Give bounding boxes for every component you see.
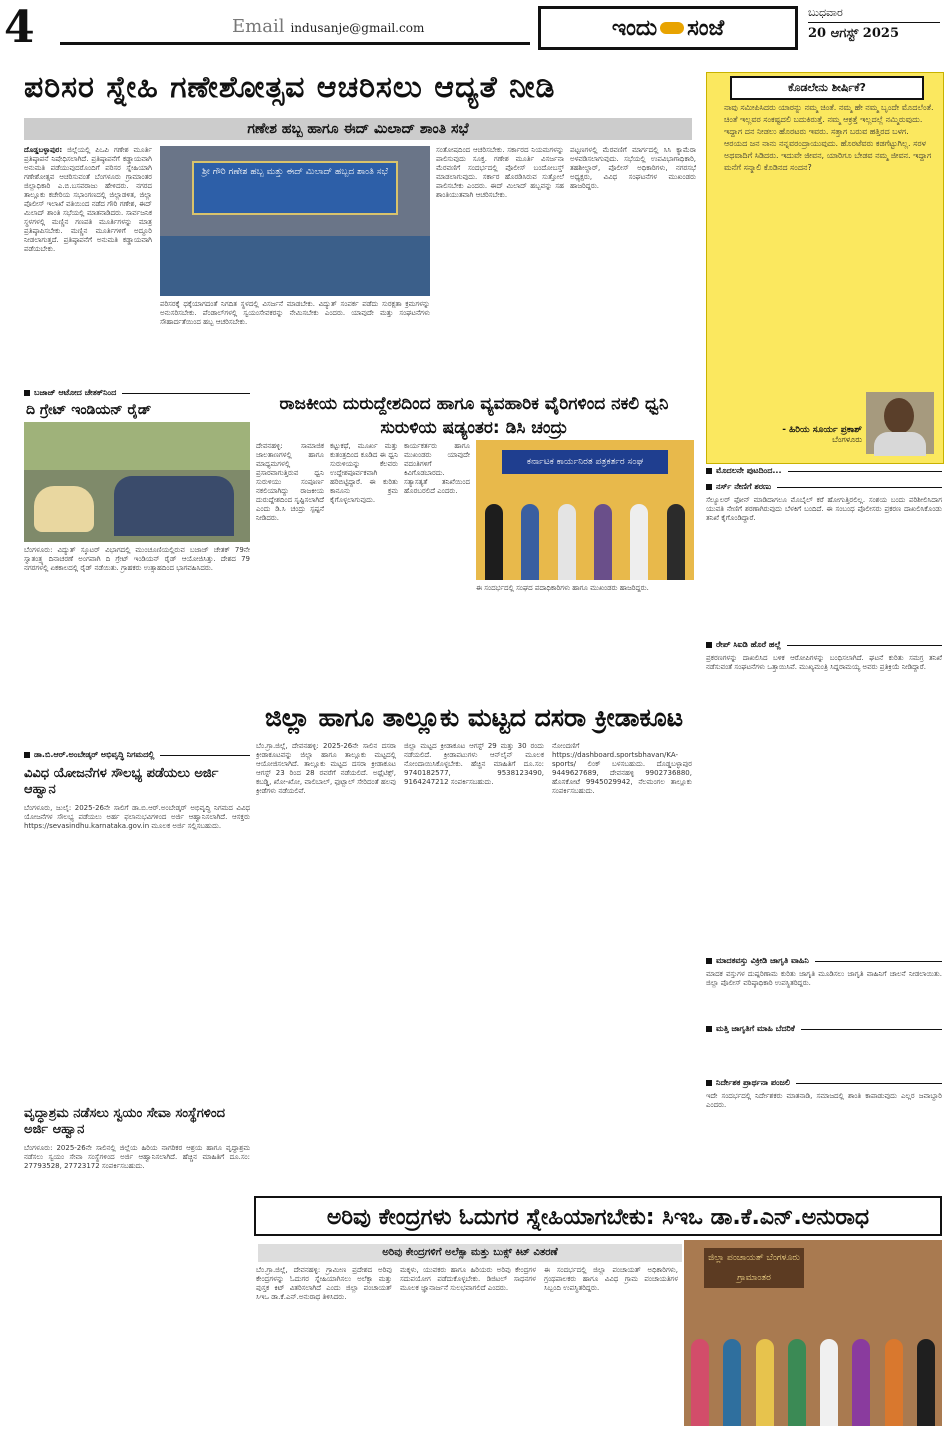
schemes-text: ಬೆಂಗಳೂರು, ಜುಲೈ: 2025-26ನೇ ಸಾಲಿಗೆ ಡಾ.ಬಿ.ಆರ್.ಅಂಬೇಡ್ಕರ್ ಅಭಿವೃದ್ಧಿ ನಿಗಮದ ವಿವಿಧ ಯೋಜನೆಗಳ ಸೌಲಭ್ಯ ಪಡೆಯಲು ಅರ್ಹ ಫಲಾನುಭವಿಗಳಿಂದ ಅರ್ಜಿ ಆಹ್ವಾನಿಸಲಾಗಿದೆ. ಆಸಕ್ತರು https://sevasindhu.karnataka.gov.in ಮೂಲಕ ಅರ್ಜಿ ಸಲ್ಲಿಸಬಹುದು. <box>24 804 250 830</box>
square-bullet-icon <box>706 958 712 964</box>
section-label-drugs <box>706 956 942 966</box>
masthead-right: ಸಂಜೆ <box>687 15 725 41</box>
sidebar-author-place: ಬೆಂಗಳೂರು <box>832 435 862 444</box>
politics-column-3: ಕಾರ್ಯಕರ್ತರು ಹಾಗೂ ಮುಖಂಡರು ಯಾವುದೇ ವದಂತಿಗಳಿಗೆ ಕಿವಿಗೊಡಬಾರದು. ಸತ್ಯಾಸತ್ಯತೆ ತನಿಖೆಯಿಂದ ಹೊರಬರಲಿದೆ ಎಂದರು. <box>404 442 470 495</box>
nurse-text: ಸೆಲ್ಯೂಲರ್ ಫೋನ್ ಮಾಡಿದಾಗಲೂ ಮೊಬೈಲ್ ಕರೆ ಹೋಗುತ್ತಿರಲಿಲ್ಲ. ಸಂಶಯ ಬಂದು ಪರಿಶೀಲಿಸಿದಾಗ ಯುವತಿ ನೇಣಿಗೆ ಶರಣಾಗಿರುವುದು ಬೆಳಕಿಗೆ ಬಂದಿದೆ. ಈ ಸಂಬಂಧ ಪೊಲೀಸರು ಪ್ರಕರಣ ದಾಖಲಿಸಿಕೊಂಡು ತನಿಖೆ ಕೈಗೊಂಡಿದ್ದಾರೆ. <box>706 496 942 522</box>
square-bullet-icon <box>24 752 30 758</box>
lead-dateline: ದೊಡ್ಡಬಳ್ಳಾಪುರ: <box>24 146 63 154</box>
section-label-text: ಬಜಾಜ್ ಆಟೋದ ಚೇತಕ್‌ನಿಂದ <box>34 388 117 397</box>
arivu-photo-people <box>684 1314 942 1426</box>
cid-text: ಪ್ರಕರಣಗಳನ್ನು ದಾಖಲಿಸಿದ ಬಳಿಕ ಆರೋಪಿಗಳನ್ನು ಬಂಧಿಸಲಾಗಿದೆ. ಘಟನೆ ಕುರಿತು ಸಮಗ್ರ ತನಿಖೆ ನಡೆಸುವಂತೆ ಸಂಘಟನೆಗಳು ಒತ್ತಾಯಿಸಿವೆ. ಮುಖ್ಯಮಂತ್ರಿ ಸಿದ್ದರಾಮಯ್ಯ ಅವರು ಪ್ರತಿಕ್ರಿಯೆ ನೀಡಿದ್ದಾರೆ. <box>706 654 942 671</box>
scooter-photo <box>24 422 250 542</box>
section-label-nurse <box>706 482 942 492</box>
masthead-logo-icon <box>660 22 684 34</box>
square-bullet-icon <box>24 390 30 396</box>
section-label-cid <box>706 640 942 650</box>
date-block <box>808 6 940 41</box>
arivu-headline: ಅರಿವು ಕೇಂದ್ರಗಳು ಓದುಗರ ಸ್ನೇಹಿಯಾಗಬೇಕು: ಸಿಇಒ ಡಾ.ಕೆ.ಎನ್.ಅನುರಾಧ <box>254 1196 942 1236</box>
oldage-text: ಬೆಂಗಳೂರು: 2025-26ನೇ ಸಾಲಿನಲ್ಲಿ ಜಿಲ್ಲೆಯ ಹಿರಿಯ ನಾಗರಿಕರ ಆಶ್ರಯ ಹಾಗೂ ವೃದ್ಧಾಶ್ರಮ ನಡೆಸಲು ಸ್ವಯಂ ಸೇವಾ ಸಂಸ್ಥೆಗಳಿಂದ ಅರ್ಜಿ ಆಹ್ವಾನಿಸಲಾಗಿದೆ. ಹೆಚ್ಚಿನ ಮಾಹಿತಿಗೆ ದೂ.ಸಂ: 27793528, 27723172 ಸಂಪರ್ಕಿಸಬಹುದು. <box>24 1144 250 1170</box>
sidebar-title: ಕೊಡಲೇನು ಶೀರ್ಷಿಕೆ? <box>730 76 924 100</box>
lead-column-3: ಸಂತೋಷದಿಂದ ಆಚರಿಸಬೇಕು. ಸರ್ಕಾರದ ನಿಯಮಗಳನ್ನು ಪಾಲಿಸುವುದು ಸೂಕ್ತ. ಗಣೇಶ ಮೂರ್ತಿ ವಿಸರ್ಜನಾ ಮೆರವಣಿಗೆ ಸಂದರ್ಭದಲ್ಲಿ ಪೊಲೀಸ್ ಬಂದೋಬಸ್ತ್ ಮಾಡಲಾಗುವುದು. ಸರ್ಕಾರ ಹೊರಡಿಸಿರುವ ಸುತ್ತೋಲೆ ಪಾಲಿಸಬೇಕು ಎಂದರು. ಈದ್ ಮಿಲಾದ್ ಹಬ್ಬವನ್ನು ಸಹ ಶಾಂತಿಯುತವಾಗಿ ಆಚರಿಸಬೇಕು. <box>436 146 564 199</box>
section-label-text: ಮೊದಲನೇ ಪುಟದಿಂದ... <box>716 466 782 475</box>
lead-column-4: ಪಟ್ಟಣಗಳಲ್ಲಿ ಮೆರವಣಿಗೆ ಮಾರ್ಗದಲ್ಲಿ ಸಿಸಿ ಕ್ಯಾಮೆರಾ ಅಳವಡಿಸಲಾಗುವುದು. ಸಭೆಯಲ್ಲಿ ಉಪವಿಭಾಗಾಧಿಕಾರಿ, ತಹಶೀಲ್ದಾರ್, ಪೊಲೀಸ್ ಅಧಿಕಾರಿಗಳು, ನಗರಸಭೆ ಅಧ್ಯಕ್ಷರು, ವಿವಿಧ ಸಂಘಟನೆಗಳ ಮುಖಂಡರು ಹಾಜರಿದ್ದರು. <box>570 146 696 190</box>
square-bullet-icon <box>706 484 712 490</box>
email-line <box>232 16 424 37</box>
politics-caption: ಈ ಸಂದರ್ಭದಲ್ಲಿ ಸಂಘದ ಪದಾಧಿಕಾರಿಗಳು ಹಾಗೂ ಮುಖಂಡರು ಹಾಜರಿದ್ದರು. <box>476 584 649 592</box>
politics-headline: ರಾಜಕೀಯ ದುರುದ್ದೇಶದಿಂದ ಹಾಗೂ ವ್ಯವಹಾರಿಕ ವೈರಿಗಳಿಂದ ನಕಲಿ ಧ್ವನಿ ಸುರುಳಿಯ ಷಡ್ಯಂತರ: ಡಿಸಿ ಚಂದ್ರು <box>279 394 669 438</box>
section-label-text: ಮಾದಕವಸ್ತು ವಿಕ್ರೀಡಿ ಜಾಗೃತಿ ವಾಹಿನಿ <box>716 956 809 965</box>
email-address[interactable]: indusanje@gmail.com <box>290 21 425 35</box>
arivu-photo-banner: ಜಿಲ್ಲಾ ಪಂಚಾಯತ್ ಬೆಂಗಳೂರು ಗ್ರಾಮಾಂತರ <box>704 1248 804 1288</box>
politics-photo <box>476 440 694 580</box>
arivu-column-2: ಮಕ್ಕಳು, ಯುವಕರು ಹಾಗೂ ಹಿರಿಯರು ಅರಿವು ಕೇಂದ್ರಗಳ ಸದುಪಯೋಗ ಪಡೆದುಕೊಳ್ಳಬೇಕು. ಡಿಜಿಟಲ್ ಸಾಧನಗಳ ಮೂಲಕ ಜ್ಞಾನಾರ್ಜನೆ ಸುಲಭವಾಗಲಿದೆ ಎಂದರು. <box>400 1266 536 1292</box>
header-rule <box>60 42 530 45</box>
arivu-column-3: ಈ ಸಂದರ್ಭದಲ್ಲಿ ಜಿಲ್ಲಾ ಪಂಚಾಯತ್ ಅಧಿಕಾರಿಗಳು, ಗ್ರಂಥಪಾಲಕರು ಹಾಗೂ ವಿವಿಧ ಗ್ರಾಮ ಪಂಚಾಯತಿಗಳ ಸಿಬ್ಬಂದಿ ಉಪಸ್ಥಿತರಿದ್ದರು. <box>544 1266 678 1292</box>
section-label-text: ರೇಪ್ ಸಿಐಡಿ ಹೊರೆ ಹಲ್ಲೆ <box>716 640 781 649</box>
section-label-ambedkar <box>24 750 250 760</box>
section-label-director <box>706 1078 942 1088</box>
sidebar-poem: ನಾವು ಸಮೀಪಿಸಿದರು ಯಾರನ್ನು ನಮ್ಮ ಚಿಂತೆ. ನಮ್ಮ ಹೇ ನಮ್ಮ ಬೃಂದೇ ಮೊದಲೆಂತೆ. ಚಿಂತೆ ಇಲ್ಲವರ ಸಂಕಷ್ಟದಲಿ ಬದುಕಿರುತ್ತೆ. ನಮ್ಮ ಆಕ್ರತ್ತೆ ಇಲ್ಲದಲ್ಲೆ ನಮ್ಮಿರುವುದು. ಇದ್ದಾಗ ದನ ನೀಡಲು ಹೊರಟರು ಇವರು. ಸತ್ತಾಗ ಬರುವ ಹತ್ತಿರದ ಬಳಗ. ಆರಯದ ಜನ ನಾನು ನನ್ನವರಂದ್ರಾಯುವುದು. ಹೊರಟೆವರು ಕಡಗೆಟ್ಟುಗಿಲ್ಲ. ಸರಳ ಅಥವಾದಿಗೆ ಸಿಡಿದರು. ಇದುವೇ ಜೀವನ, ಯಾರಿಗೂ ಬೇಡವ ನಮ್ಮ ಜೀವನ. ಇದ್ದಾಗ ಮನೆಗೆ ಸನ್ಮಾಲಿ ಕೊಡಿನದ ಸಂದನ? <box>724 103 934 172</box>
scooter-shape <box>34 486 94 532</box>
schemes-title: ವಿವಿಧ ಯೋಜನೆಗಳ ಸೌಲಭ್ಯ ಪಡೆಯಲು ಅರ್ಜಿ ಆಹ್ವಾನ <box>24 766 219 797</box>
drugs-text: ಮಾದಕ ವಸ್ತುಗಳ ದುಷ್ಪರಿಣಾಮ ಕುರಿತು ಜಾಗೃತಿ ಮೂಡಿಸಲು ಜಾಗೃತಿ ವಾಹಿನಿಗೆ ಚಾಲನೆ ನೀಡಲಾಯಿತು. ಜಿಲ್ಲಾ ಪೊಲೀಸ್ ವರಿಷ್ಠಾಧಿಕಾರಿ ಉಪಸ್ಥಿತರಿದ್ದರು. <box>706 970 942 987</box>
riders-shape <box>114 476 234 536</box>
section-label-continued <box>706 466 942 476</box>
dasara-column-1: ಬೆಂ.ಗ್ರಾ.ಜಿಲ್ಲೆ, ದೇವನಹಳ್ಳಿ: 2025-26ನೇ ಸಾಲಿನ ದಸರಾ ಕ್ರೀಡಾಕೂಟವನ್ನು ಜಿಲ್ಲಾ ಹಾಗೂ ತಾಲ್ಲೂಕು ಮಟ್ಟದಲ್ಲಿ ಆಯೋಜಿಸಲಾಗಿದೆ. ತಾಲ್ಲೂಕು ಮಟ್ಟದ ದಸರಾ ಕ್ರೀಡಾಕೂಟ ಆಗಸ್ಟ್ 23 ರಿಂದ 28 ರವರೆಗೆ ನಡೆಯಲಿದೆ. ಅಥ್ಲೆಟಿಕ್ಸ್, ಕಬಡ್ಡಿ, ಖೋ-ಖೋ, ವಾಲಿಬಾಲ್, ಫುಟ್ಬಾಲ್ ಸೇರಿದಂತೆ ಹಲವು ಕ್ರೀಡೆಗಳು ನಡೆಯಲಿವೆ. <box>256 742 396 795</box>
oldage-title: ವೃದ್ಧಾಶ್ರಮ ನಡೆಸಲು ಸ್ವಯಂ ಸೇವಾ ಸಂಸ್ಥೆಗಳಿಂದ ಅರ್ಜಿ ಆಹ್ವಾನ <box>24 1106 226 1137</box>
email-label: Email <box>232 16 285 37</box>
politics-photo-banner: ಕರ್ನಾಟಕ ಕಾರ್ಯನಿರತ ಪತ್ರಕರ್ತರ ಸಂಘ <box>502 450 668 474</box>
arivu-subhead: ಅರಿವು ಕೇಂದ್ರಗಳಿಗೆ ಅಲೆಕ್ಸಾ ಮತ್ತು ಬುಕ್ಸ್ ಕಿಟ್ ವಿತರಣೆ <box>258 1244 682 1262</box>
section-label-text: ಮತ್ತಿ ಜಾಗೃತಿಗೆ ಮಾಹಿ ಬೆದರಿಕೆ <box>716 1024 795 1033</box>
politics-photo-people <box>476 482 694 580</box>
politics-column-1: ದೇವನಹಳ್ಳಿ: ಸಾಮಾಜಿಕ ಜಾಲತಾಣಗಳಲ್ಲಿ ಹಾಗೂ ಮಾಧ್ಯಮಗಳಲ್ಲಿ ಪ್ರಸಾರವಾಗುತ್ತಿರುವ ಧ್ವನಿ ಸುರುಳಿಯು ಸಂಪೂರ್ಣ ನಕಲಿಯಾಗಿದ್ದು ರಾಜಕೀಯ ದುರುದ್ದೇಶದಿಂದ ಸೃಷ್ಟಿಸಲಾಗಿದೆ ಎಂದು ಡಿ.ಸಿ ಚಂದ್ರು ಸ್ಪಷ್ಟನೆ ನೀಡಿದರು. <box>256 442 324 522</box>
section-label-text: ನರ್ಸ್ ನೇಣಿಗೆ ಶರಣು <box>716 482 772 491</box>
author-photo <box>866 392 934 454</box>
square-bullet-icon <box>706 1026 712 1032</box>
great-ride-text: ಬೆಂಗಳೂರು: ವಿದ್ಯುತ್ ಸ್ಕೂಟರ್ ವಿಭಾಗದಲ್ಲಿ ಮುಂಚೂಣಿಯಲ್ಲಿರುವ ಬಜಾಜ್ ಚೇತಕ್ 79ನೇ ಸ್ವಾತಂತ್ರ್ಯ ದಿನಾಚರಣೆ ಅಂಗವಾಗಿ ದಿ ಗ್ರೇಟ್ ಇಂಡಿಯನ್ ರೈಡ್ ಆಯೋಜಿಸಿತ್ತು. ದೇಶದ 79 ನಗರಗಳಲ್ಲಿ ಏಕಕಾಲದಲ್ಲಿ ರೈಡ್ ನಡೆಯಿತು. ಗ್ರಾಹಕರು ಉತ್ಸಾಹದಿಂದ ಭಾಗವಹಿಸಿದರು. <box>24 546 250 572</box>
lead-column-2: ಪರಿಸರಕ್ಕೆ ಧಕ್ಕೆಯಾಗದಂತೆ ನಿಗದಿತ ಸ್ಥಳದಲ್ಲಿ ವಿಸರ್ಜನೆ ಮಾಡಬೇಕು. ವಿದ್ಯುತ್ ಸಂಪರ್ಕ ಪಡೆದು ಸುರಕ್ಷತಾ ಕ್ರಮಗಳನ್ನು ಅನುಸರಿಸಬೇಕು. ಪೆಂಡಾಲ್‌ಗಳಲ್ಲಿ ಸ್ವಯಂಸೇವಕರನ್ನು ನೇಮಿಸಬೇಕು ಎಂದರು. ಯಾವುದೇ ಮತ್ತು ಸಂಘಟನೆಗಳು ಸೌಹಾರ್ದತೆಯಿಂದ ಹಬ್ಬ ಆಚರಿಸಬೇಕು. <box>160 300 430 326</box>
lead-subhead: ಗಣೇಶ ಹಬ್ಬ ಹಾಗೂ ಈದ್ ಮಿಲಾದ್ ಶಾಂತಿ ಸಭೆ <box>24 118 692 140</box>
lead-photo-banner: ಶ್ರೀ ಗೌರಿ ಗಣೇಶ ಹಬ್ಬ ಮತ್ತು ಈದ್ ಮಿಲಾದ್ ಹಬ್ಬದ ಶಾಂತಿ ಸಭೆ <box>192 161 397 215</box>
section-label-threat <box>706 1024 942 1034</box>
arivu-column-1: ಬೆಂ.ಗ್ರಾ.ಜಿಲ್ಲೆ, ದೇವನಹಳ್ಳಿ: ಗ್ರಾಮೀಣ ಪ್ರದೇಶದ ಅರಿವು ಕೇಂದ್ರಗಳನ್ನು ಓದುಗರ ಸ್ನೇಹಿಯಾಗಿಸಲು ಅಲೆಕ್ಸಾ ಮತ್ತು ಪುಸ್ತಕ ಕಿಟ್ ವಿತರಿಸಲಾಗಿದೆ ಎಂದು ಜಿಲ್ಲಾ ಪಂಚಾಯತ್ ಸಿಇಒ ಡಾ.ಕೆ.ಎನ್.ಅನುರಾಧ ತಿಳಿಸಿದರು. <box>256 1266 392 1301</box>
dasara-column-2: ಜಿಲ್ಲಾ ಮಟ್ಟದ ಕ್ರೀಡಾಕೂಟ ಆಗಸ್ಟ್ 29 ಮತ್ತು 30 ರಂದು ನಡೆಯಲಿದೆ. ಕ್ರೀಡಾಪಟುಗಳು ಆನ್‌ಲೈನ್ ಮೂಲಕ ನೋಂದಾಯಿಸಿಕೊಳ್ಳಬೇಕು. ಹೆಚ್ಚಿನ ಮಾಹಿತಿಗೆ ದೂ.ಸಂ: 9740182577, 9538123490, 9164247212 ಸಂಪರ್ಕಿಸಬಹುದು. <box>404 742 544 786</box>
arivu-photo <box>684 1240 942 1426</box>
politics-column-2: ಕಟ್ಟುಕಥೆ, ಮೂರ್ಖ ಮತ್ತು ಕುತಂತ್ರದಿಂದ ಕೂಡಿದ ಈ ಧ್ವನಿ ಸುರುಳಿಯನ್ನು ಕೆಲವರು ಉದ್ದೇಶಪೂರ್ವಕವಾಗಿ ಹರಿಬಿಟ್ಟಿದ್ದಾರೆ. ಈ ಕುರಿತು ಕಾನೂನು ಕ್ರಮ ಕೈಗೊಳ್ಳಲಾಗುವುದು. <box>330 442 398 504</box>
sidebar-author-block <box>712 425 862 445</box>
director-text: ಇದೇ ಸಂದರ್ಭದಲ್ಲಿ ನಿರ್ದೇಶಕರು ಮಾತನಾಡಿ, ಸಮಾಜದಲ್ಲಿ ಶಾಂತಿ ಕಾಪಾಡುವುದು ಎಲ್ಲರ ಜವಾಬ್ದಾರಿ ಎಂದರು. <box>706 1092 942 1109</box>
page-number: 4 <box>4 2 35 53</box>
section-label-text: ಡಾ.ಬಿ.ಆರ್.ಅಂಬೇಡ್ಕರ್ ಅಭಿವೃದ್ಧಿ ನಿಗಮದಲ್ಲಿ <box>34 750 155 759</box>
sidebar-author: - ಹಿರಿಯ ಸೂರ್ಯ ಪ್ರಕಾಶ್ <box>782 425 862 435</box>
masthead-left: ಇಂದು <box>611 15 658 41</box>
dasara-headline: ಜಿಲ್ಲಾ ಹಾಗೂ ತಾಲ್ಲೂಕು ಮಟ್ಟದ ದಸರಾ ಕ್ರೀಡಾಕೂಟ <box>264 703 684 732</box>
section-label-text: ನಿರ್ದೇಶಕ ಪ್ರಾರ್ಥನಾ ಪಂಜಲಿ <box>716 1078 790 1087</box>
lead-column-1 <box>24 146 152 382</box>
lead-col1-text: ಜಿಲ್ಲೆಯಲ್ಲಿ ಪಿಒಪಿ ಗಣೇಶ ಮೂರ್ತಿ ಪ್ರತಿಷ್ಠಾಪನೆ ನಿಷೇಧಿಸಲಾಗಿದೆ. ಪ್ರತಿಷ್ಠಾಪನೆಗೆ ಕಡ್ಡಾಯವಾಗಿ ಅನುಮತಿ ಪಡೆಯುವುದರೊಂದಿಗೆ ಪರಿಸರ ಸ್ನೇಹಿಯಾಗಿ ಗಣೇಶೋತ್ಸವ ಆಚರಿಸುವಂತೆ ಬೆಂಗಳೂರು ಗ್ರಾಮಾಂತರ ಜಿಲ್ಲಾಧಿಕಾರಿ ಎ.ಬಿ.ಬಸವರಾಜು ಹೇಳಿದರು. ನಗರದ ತಾಲ್ಲೂಕು ಕಚೇರಿಯ ಸಭಾಂಗಣದಲ್ಲಿ ಜಿಲ್ಲಾಡಳಿತ, ಜಿಲ್ಲಾ ಪೊಲೀಸ್ ಇಲಾಖೆ ವತಿಯಿಂದ ನಡೆದ ಗೌರಿ ಗಣೇಶ, ಈದ್ ಮಿಲಾದ್ ಶಾಂತಿ ಸಭೆಯಲ್ಲಿ ಮಾತನಾಡಿದರು. ಸಾರ್ವಜನಿಕ ಸ್ಥಳಗಳಲ್ಲಿ ಮಣ್ಣಿನ ಗಣಪತಿ ಮೂರ್ತಿಗಳನ್ನು ಮಾತ್ರ ಪ್ರತಿಷ್ಠಾಪಿಸಬೇಕು. ಮಣ್ಣಿನ ಮೂರ್ತಿಗಳಿಗೆ ಅದ್ದೂರಿ ನೀಡಲಾಗುತ್ತದೆ. ಪ್ರತಿಷ್ಠಾಪನೆಗೆ ಅನುಮತಿ ಕಡ್ಡಾಯವಾಗಿ ಪಡೆಯಬೇಕು. <box>24 146 152 253</box>
lead-headline: ಪರಿಸರ ಸ್ನೇಹಿ ಗಣೇಶೋತ್ಸವ ಆಚರಿಸಲು ಆದ್ಯತೆ ನೀಡಿ <box>24 70 556 105</box>
great-ride-title: ದಿ ಗ್ರೇಟ್ ಇಂಡಿಯನ್ ರೈಡ್ <box>26 402 152 418</box>
square-bullet-icon <box>706 468 712 474</box>
lead-photo <box>160 146 430 296</box>
author-face <box>884 398 914 434</box>
author-shirt <box>874 432 926 456</box>
issue-day: ಬುಧವಾರ <box>808 6 940 23</box>
square-bullet-icon <box>706 1080 712 1086</box>
square-bullet-icon <box>706 642 712 648</box>
issue-date: 20 ಆಗಸ್ಟ್ 2025 <box>808 26 899 41</box>
dasara-column-3: ನೋಂದಣಿಗೆ https://dashboard.sportsbhavan/KA-sports/ ಲಿಂಕ್ ಬಳಸಬಹುದು. ದೊಡ್ಡಬಳ್ಳಾಪುರ 9449627689, ದೇವನಹಳ್ಳಿ 9902736880, ಹೊಸಕೋಟೆ 9945029942, ನೆಲಮಂಗಲ ತಾಲ್ಲೂಕು ಸಂಪರ್ಕಿಸಬಹುದು. <box>552 742 692 795</box>
masthead <box>538 6 798 50</box>
section-label-bajaj <box>24 388 250 398</box>
lead-photo-stage <box>160 236 430 296</box>
